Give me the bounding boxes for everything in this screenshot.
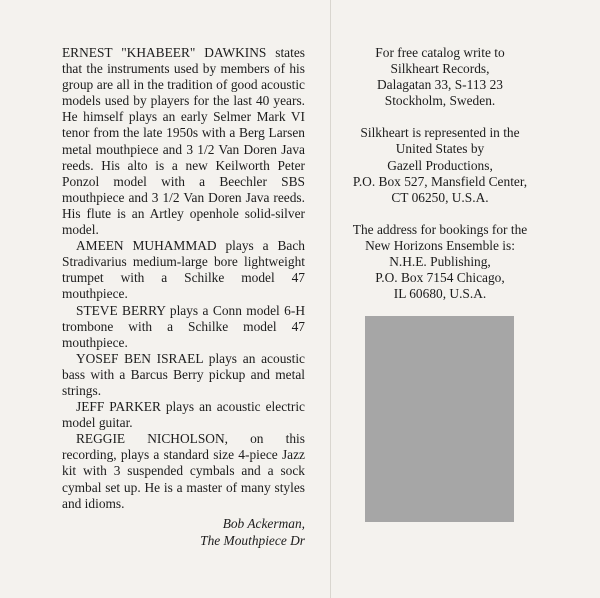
- paragraph-dawkins: ERNEST "KHABEER" DAWKINS states that the instruments used by members of his group are all in the tradition of good acoustic models used by players for the last 40 years. He himself plays an early Selmer Mark VI tenor from the late 1950s with a Berg Larsen metal mouthpiece and 3 1/2 Van Doren Java reeds. His alto is a new Keilworth Peter Ponzol model with a Beechler SBS mouthpiece and 3 1/2 Van Doren Java reeds. His flute is an Artley openhole solid-silver model.: [62, 45, 305, 238]
- catalog-info: [340, 45, 540, 109]
- bookings-line: The address for bookings for the: [352, 221, 528, 237]
- bookings-line: N.H.E. Publishing,: [389, 254, 491, 270]
- representation-line: Silkheart is represented in the: [360, 125, 520, 141]
- paragraph-parker: JEFF PARKER plays an acoustic electric model guitar.: [62, 399, 305, 431]
- representation-line: Gazell Productions,: [387, 157, 493, 173]
- paragraph-ben-israel: YOSEF BEN ISRAEL plays an acoustic bass with a Barcus Berry pickup and metal strings.: [62, 350, 305, 398]
- catalog-line: Stockholm, Sweden.: [384, 93, 496, 109]
- paragraph-muhammad: AMEEN MUHAMMAD plays a Bach Stradivarius medium-large bore lightweight trumpet with a Schilke model 47 mouthpiece.: [62, 238, 305, 302]
- bookings-line: P.O. Box 7154 Chicago,: [375, 270, 505, 286]
- paragraph-berry: STEVE BERRY plays a Conn model 6-H trombone with a Schilke model 47 mouthpiece.: [62, 302, 305, 350]
- gray-placeholder-box: [365, 316, 514, 522]
- bookings-line: IL 60680, U.S.A.: [393, 286, 487, 302]
- author-credit: [62, 515, 305, 549]
- bookings-info: [340, 222, 540, 302]
- liner-notes-column: [62, 45, 305, 549]
- bookings-line: New Horizons Ensemble is:: [365, 237, 515, 253]
- catalog-line: For free catalog write to: [375, 45, 505, 60]
- catalog-line: Dalagatan 33, S-113 23: [377, 77, 503, 93]
- credit-name: Bob Ackerman,: [222, 515, 305, 531]
- fold-line: [330, 0, 331, 598]
- representation-line: United States by: [395, 141, 485, 157]
- catalog-line: Silkheart Records,: [390, 61, 490, 77]
- representation-info: [340, 125, 540, 205]
- paragraph-nicholson: REGGIE NICHOLSON, on this recording, plays a standard size 4-piece Jazz kit with 3 suspended cymbals and a sock cymbal set up. He is a master of many styles and idioms.: [62, 431, 305, 511]
- contact-column: [340, 45, 540, 318]
- representation-line: P.O. Box 527, Mansfield Center,: [352, 173, 528, 189]
- representation-line: CT 06250, U.S.A.: [391, 189, 489, 205]
- credit-title: The Mouthpiece Dr: [200, 532, 305, 548]
